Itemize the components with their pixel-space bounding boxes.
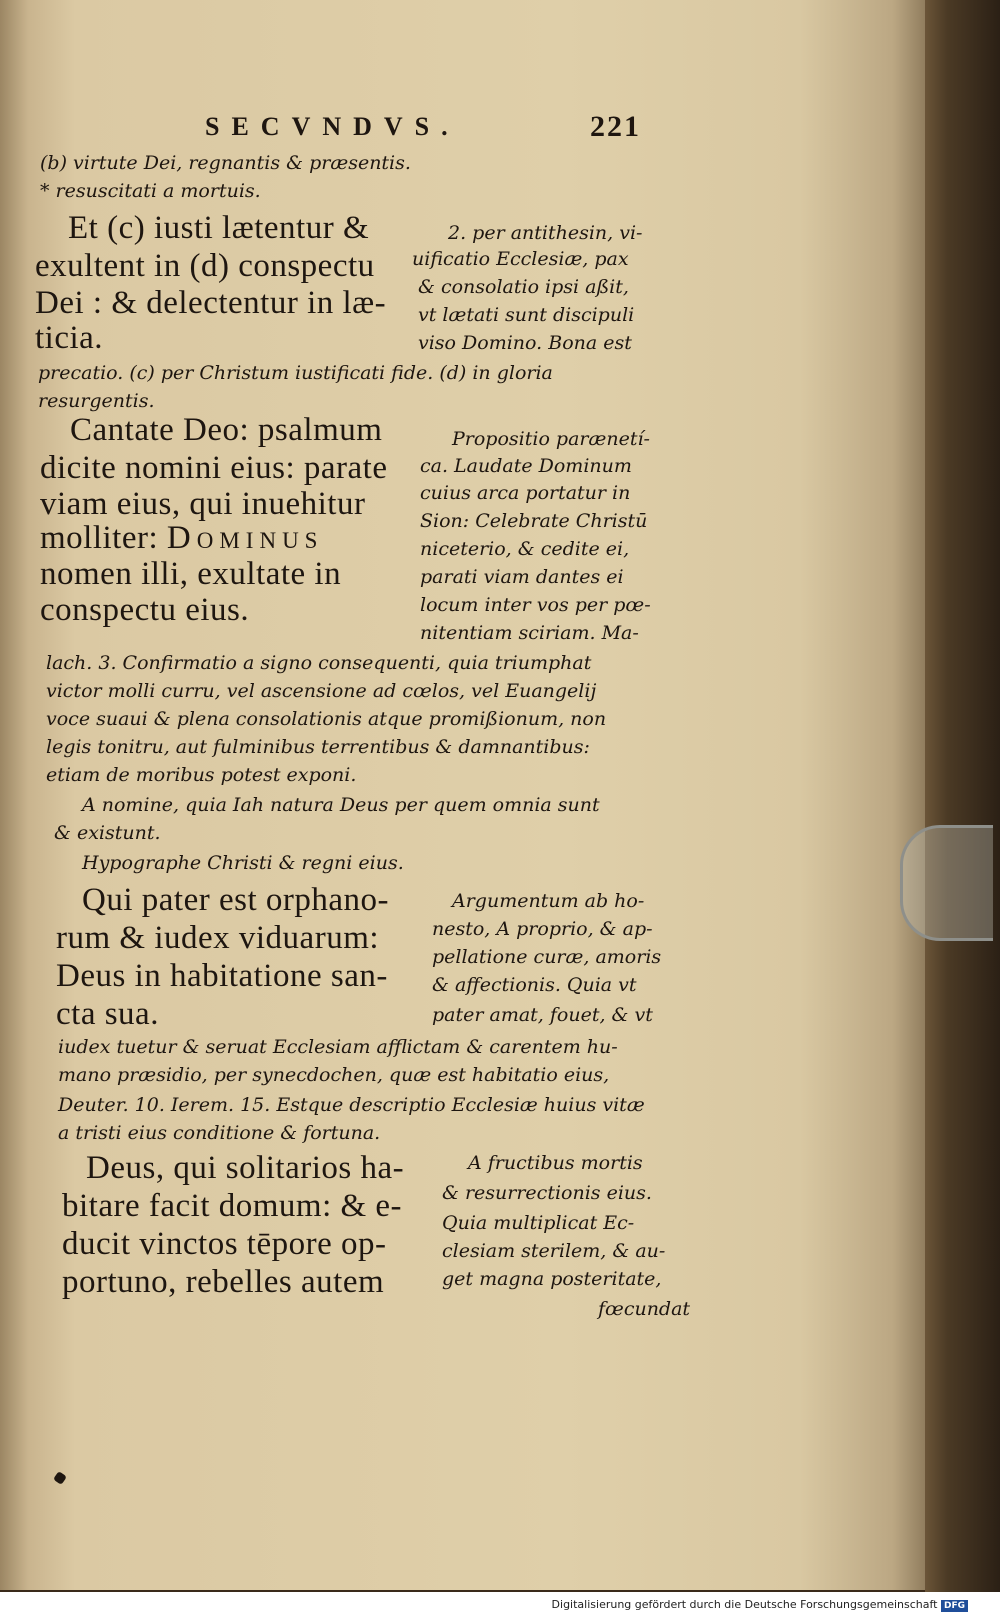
margin-note: parati viam dantes ei — [420, 566, 624, 588]
verse-line: conspectu eius. — [40, 592, 250, 628]
margin-note: vt lætati sunt discipuli — [418, 304, 635, 326]
margin-note: Argumentum ab ho- — [452, 890, 645, 912]
note-line: Hypographe Christi & regni eius. — [82, 852, 404, 874]
verse-line: exultent in (d) conspectu — [35, 248, 375, 284]
margin-note: ca. Laudate Dominum — [420, 455, 632, 477]
dominus-smallcaps: Dominus — [166, 520, 324, 556]
margin-note: nesto, A proprio, & ap- — [432, 918, 653, 940]
verse-line: bitare facit domum: & e- — [62, 1188, 403, 1224]
margin-note: A fructibus mortis — [468, 1152, 643, 1174]
dfg-logo: DFG — [941, 1600, 968, 1612]
note-line: a tristi eius conditione & fortuna. — [58, 1122, 381, 1144]
verse-line: cta sua. — [56, 996, 159, 1032]
verse-line: portuno, rebelles autem — [62, 1264, 385, 1300]
note-line: legis tonitru, aut fulminibus terrentibus & damnantibus: — [46, 736, 590, 758]
margin-note: & resurrectionis eius. — [442, 1182, 652, 1204]
margin-note: uificatio Ecclesiæ, pax — [412, 248, 629, 270]
note-line: * resuscitati a mortuis. — [40, 180, 261, 202]
note-line: lach. 3. Confirmatio a signo consequenti, quia triumphat — [46, 652, 592, 674]
margin-note: get magna posteritate, — [442, 1268, 662, 1290]
verse-line: Et (c) iusti lætentur & — [68, 210, 370, 246]
footer-bar — [0, 1592, 1000, 1617]
verse-line: ticia. — [35, 320, 104, 356]
note-line: iudex tuetur & seruat Ecclesiam afflictam & carentem hu- — [58, 1036, 618, 1058]
catchword: fœcundat — [598, 1298, 691, 1320]
running-title: SECVNDVS. — [205, 112, 460, 141]
note-line: mano præsidio, per synecdochen, quæ est habitatio eius, — [58, 1064, 610, 1086]
margin-note: & consolatio ipsi aßit, — [418, 276, 629, 298]
verse-line: Dei : & delectentur in læ- — [35, 285, 387, 321]
verse-line: nomen illi, exultate in — [40, 556, 342, 592]
note-line: & existunt. — [54, 822, 161, 844]
margin-note: 2. per antithesin, vi- — [448, 222, 643, 244]
margin-note: Quia multiplicat Ec- — [442, 1212, 635, 1234]
verse-line: Deus, qui solitarios ha- — [86, 1150, 405, 1186]
margin-note: pellatione curæ, amoris — [432, 946, 662, 968]
footer-credit: Digitalisierung gefördert durch die Deutsche Forschungsgemeinschaft — [551, 1598, 938, 1611]
note-line: (b) virtute Dei, regnantis & præsentis. — [40, 152, 411, 174]
verse-line: Deus in habitatione san- — [56, 958, 388, 994]
verse-line: Qui pater est orphano- — [82, 882, 389, 918]
verse-line: viam eius, qui inuehitur — [40, 486, 366, 522]
margin-note: Propositio parænetí- — [452, 428, 650, 450]
margin-note: cuius arca portatur in — [420, 482, 631, 504]
page-clip — [900, 825, 993, 941]
page-stack-edge — [925, 0, 1000, 1600]
note-line: Deuter. 10. Ierem. 15. Estque descriptio Ecclesiæ huius vitæ — [58, 1094, 645, 1116]
verse-line: molliter: Dominus — [40, 520, 324, 556]
margin-note: viso Domino. Bona est — [418, 332, 632, 354]
margin-note: & affectionis. Quia vt — [432, 974, 637, 996]
verse-line: rum & iudex viduarum: — [56, 920, 380, 956]
verse-line: ducit vinctos tēpore op- — [62, 1226, 387, 1262]
page-number: 221 — [590, 110, 641, 143]
note-line: resurgentis. — [38, 390, 155, 412]
note-line: voce suaui & plena consolationis atque promißionum, non — [46, 708, 607, 730]
margin-note: nitentiam sciriam. Ma- — [420, 622, 639, 644]
note-line: victor molli curru, vel ascensione ad cœlos, vel Euangelij — [46, 680, 597, 702]
margin-note: Sion: Celebrate Christū — [420, 510, 648, 532]
note-line: precatio. (c) per Christum iustificati fide. (d) in gloria — [38, 362, 553, 384]
margin-note: locum inter vos per pœ- — [420, 594, 651, 616]
verse-line: dicite nomini eius: parate — [40, 450, 388, 486]
note-line: etiam de moribus potest exponi. — [46, 764, 357, 786]
note-line: A nomine, quia Iah natura Deus per quem omnia sunt — [82, 794, 600, 816]
margin-note: niceterio, & cedite ei, — [420, 538, 630, 560]
margin-note: clesiam sterilem, & au- — [442, 1240, 666, 1262]
margin-note: pater amat, fouet, & vt — [432, 1004, 653, 1026]
verse-line: Cantate Deo: psalmum — [70, 412, 383, 448]
